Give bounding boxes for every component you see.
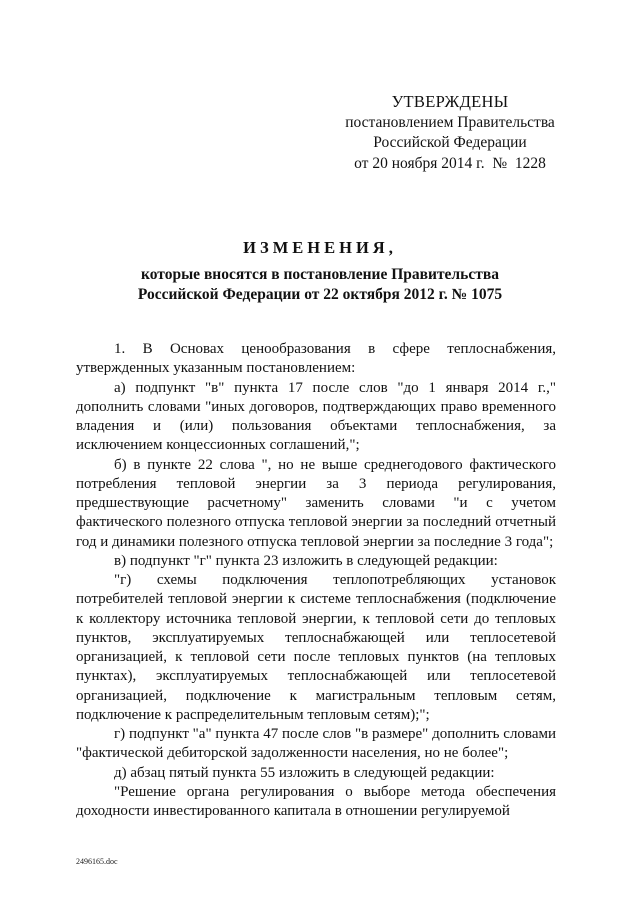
document-subtitle xyxy=(60,265,580,305)
paragraph-v: в) подпункт "г" пункта 23 изложить в следующей редакции: xyxy=(114,552,498,569)
paragraph-g: г) подпункт "а" пункта 47 после слов "в размере" дополнить словами "фактической дебиторской задолженности населения, но не более"; xyxy=(76,726,556,762)
approval-stamp xyxy=(330,92,570,174)
paragraph-g-quote: "г) схемы подключения теплопотребляющих установок потребителей тепловой энергии к системе теплоснабжения (подключение к коллектору источника тепловой энергии, к тепловой сети до тепловых пунктов, эксплуатируемых теплоснабжающей или теплосетевой организацией, к тепловой сети после тепловых пунктов (на тепловых пунктах), эксплуатируемых теплоснабжающей или теплосетевой организацией, подключение к магистральным тепловым сетям, подключение к распределительным тепловым сетям);"; xyxy=(76,572,556,723)
subtitle-line-2: Российской Федерации от 22 октября 2012 г. № 1075 xyxy=(137,286,503,303)
approved-line-1: постановлением Правительства xyxy=(345,113,555,131)
approved-heading: УТВЕРЖДЕНЫ xyxy=(391,92,509,111)
approved-line-2: Российской Федерации xyxy=(373,134,527,151)
file-name-footer: 2496165.doc xyxy=(76,857,118,866)
subtitle-line-1: которые вносятся в постановление Правительства xyxy=(141,266,499,283)
approved-line-3: от 20 ноября 2014 г. № 1228 xyxy=(354,154,546,172)
paragraph-d: д) абзац пятый пункта 55 изложить в следующей редакции: xyxy=(114,764,495,781)
paragraph-a: а) подпункт "в" пункта 17 после слов "до 1 января 2014 г.," дополнить словами "иных договоров, подтверждающих право временного владения и (или) пользования объектами теплоснабжения, за исключением концессионных соглашений,"; xyxy=(76,379,556,454)
paragraph-1: 1. В Основах ценообразования в сфере теплоснабжения, утвержденных указанным постановлением: xyxy=(76,341,556,377)
document-body xyxy=(76,340,556,821)
paragraph-b: б) в пункте 22 слова ", но не выше среднегодового фактического потребления тепловой энергии за 3 периода регулирования, предшествующие расчетному" заменить словами "и с учетом фактического полезного отпуска тепловой энергии за последний отчетный год и динамики полезного отпуска тепловой энергии за последние 3 года"; xyxy=(76,456,556,550)
paragraph-d-quote: "Решение органа регулирования о выборе метода обеспечения доходности инвестированного капитала в отношении регулируемой xyxy=(76,783,556,819)
document-title: ИЗМЕНЕНИЯ, xyxy=(243,238,397,257)
